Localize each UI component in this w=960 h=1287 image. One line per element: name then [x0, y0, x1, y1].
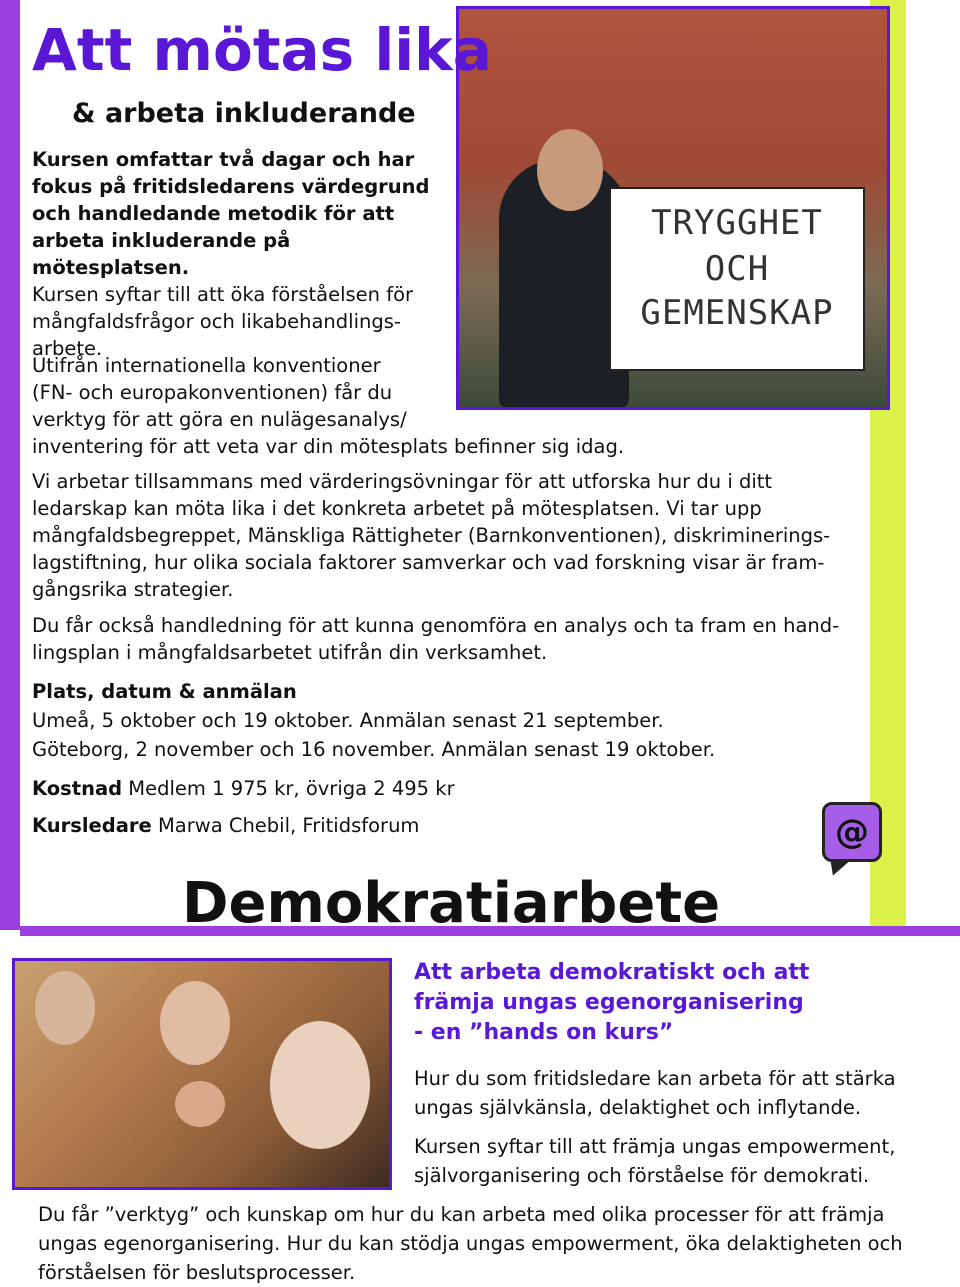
paragraph-line: ledarskap kan möta lika i det konkreta arbetet på mötesplatsen. Vi tar upp [32, 497, 762, 520]
section2-subtitle [414, 958, 864, 1048]
place-heading: Plats, datum & anmälan [32, 680, 297, 703]
conventions-block [32, 352, 852, 460]
paragraph-line: mångfaldsbegreppet, Mänskliga Rättigheter (Barnkonventionen), diskriminerings- [32, 524, 831, 547]
intro-bold-line: fokus på fritidsledarens värdegrund [32, 175, 430, 198]
cost-line [32, 775, 862, 802]
person-face [537, 129, 603, 211]
leader-label: Kursledare [32, 814, 152, 837]
paragraph-line: ungas självkänsla, delaktighet och inflytande. [414, 1096, 862, 1119]
intro-line: Kursen syftar till att öka förståelsen för [32, 283, 414, 306]
paragraph-line: självorganisering och förståelse för demokrati. [414, 1164, 870, 1187]
place-line: Göteborg, 2 november och 16 november. Anmälan senast 19 oktober. [32, 738, 716, 761]
paragraph-guidance [32, 612, 862, 666]
paragraph-line: lingsplan i mångfaldsarbetet utifrån din verksamhet. [32, 641, 548, 664]
person-fist [175, 1081, 225, 1127]
email-at-icon: @ [822, 802, 882, 862]
place-block [32, 678, 862, 763]
paragraph-line: lagstiftning, hur olika sociala faktorer samverkar och vad forskning visar är fram- [32, 551, 825, 574]
photo-young-man-with-sign [456, 6, 890, 410]
conventions-line: (FN- och europakonventionen) får du [32, 381, 393, 404]
section2-title: Demokratiarbete [182, 871, 721, 936]
intro-block [32, 146, 452, 362]
conventions-line: verktyg för att göra en nulägesanalys/ [32, 408, 407, 431]
sign-line-2: OCH [704, 249, 770, 289]
paragraph-line: Hur du som fritidsledare kan arbeta för att stärka [414, 1067, 896, 1090]
paragraph-line: Vi arbetar tillsammans med värderingsövningar för att utforska hur du i ditt [32, 470, 773, 493]
cost-value: Medlem 1 975 kr, övriga 2 495 kr [122, 777, 455, 800]
leader-line [32, 812, 862, 839]
page-subtitle: & arbeta inkluderande [72, 98, 416, 129]
sign-line-3: GEMENSKAP [640, 293, 834, 333]
section2-paragraph-3 [38, 1200, 938, 1287]
section2-paragraph-1 [414, 1064, 934, 1122]
paragraph-line: ungas egenorganisering. Hur du kan stödja ungas empowerment, öka delaktigheten och [38, 1232, 903, 1255]
intro-bold-line: arbeta inkluderande på mötesplatsen. [32, 229, 291, 279]
person-face [270, 1021, 370, 1149]
sign-line-1: TRYGGHET [651, 203, 823, 243]
paragraph-line: förståelsen för beslutsprocesser. [38, 1261, 356, 1284]
place-line: Umeå, 5 oktober och 19 oktober. Anmälan senast 21 september. [32, 709, 664, 732]
leader-value: Marwa Chebil, Fritidsforum [151, 814, 420, 837]
section2-paragraph-2 [414, 1132, 934, 1190]
paragraph-values [32, 468, 862, 603]
photo-young-people [12, 958, 392, 1190]
section2-subtitle-line: främja ungas egenorganisering [414, 990, 804, 1015]
paragraph-line: gångsrika strategier. [32, 578, 234, 601]
person-face [35, 971, 95, 1045]
intro-line: mångfaldsfrågor och likabehandlings- [32, 310, 401, 333]
cost-label: Kostnad [32, 777, 123, 800]
conventions-line: inventering för att veta var din mötesplats befinner sig idag. [32, 435, 625, 458]
section2-subtitle-line: Att arbeta demokratiskt och att [414, 960, 810, 985]
paragraph-line: Du får ”verktyg” och kunskap om hur du kan arbeta med olika processer för att främja [38, 1203, 885, 1226]
page-title: Att mötas lika [32, 16, 492, 84]
intro-bold-line: och handledande metodik för att [32, 202, 395, 225]
intro-bold-line: Kursen omfattar två dagar och har [32, 148, 415, 171]
conventions-line: Utifrån internationella konventioner [32, 354, 381, 377]
section2-subtitle-line: - en ”hands on kurs” [414, 1020, 674, 1045]
left-purple-bar [0, 0, 20, 930]
paragraph-line: Du får också handledning för att kunna genomföra en analys och ta fram en hand- [32, 614, 840, 637]
protest-sign [609, 187, 865, 371]
paragraph-line: Kursen syftar till att främja ungas empowerment, [414, 1135, 896, 1158]
intro-line: arbete. [32, 337, 103, 360]
person-face [160, 981, 230, 1065]
